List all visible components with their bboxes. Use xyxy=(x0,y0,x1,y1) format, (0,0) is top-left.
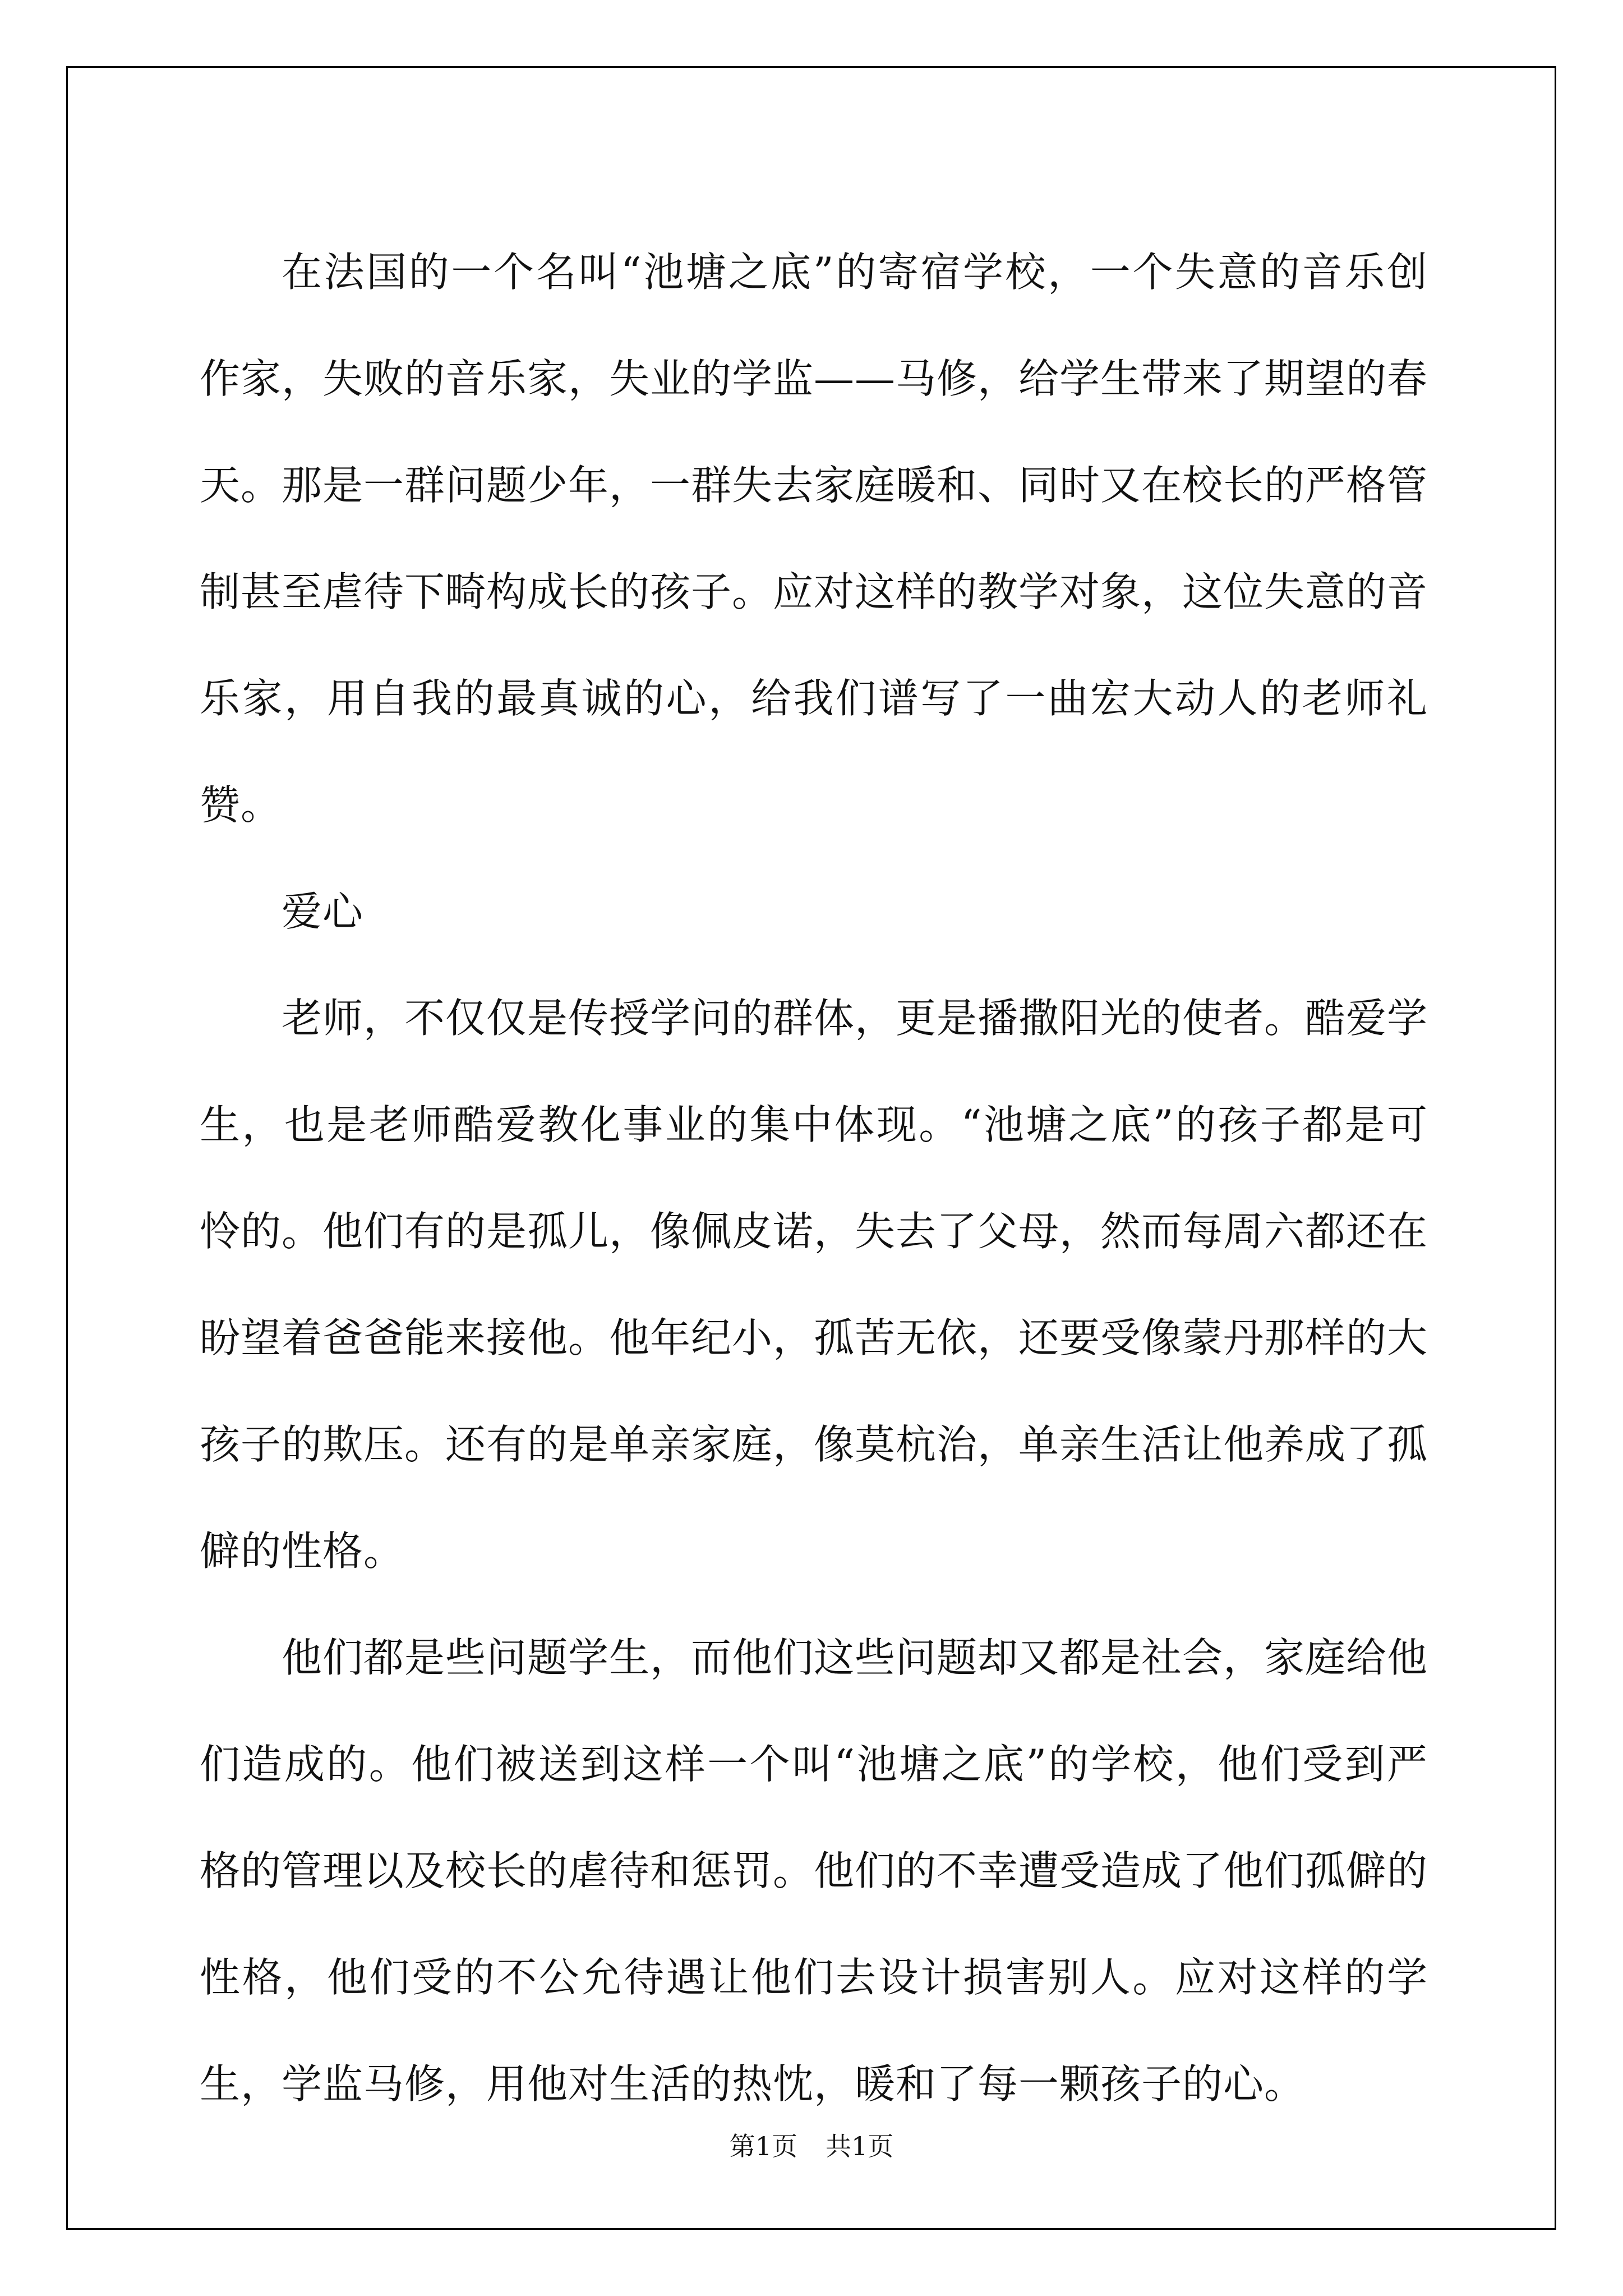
page-total: 共1页 xyxy=(826,2131,894,2161)
paragraph-teacher: 老师，不仅仅是传授学问的群体，更是播撒阳光的使者。酷爱学生，也是老师酷爱教化事业的集中体现。“池塘之底”的孩子都是可怜的。他们有的是孤儿，像佩皮诺，失去了父母，然而每周六都还在盼望着爸爸能来接他。他年纪小，孤苦无依，还要受像蒙丹那样的大孩子的欺压。还有的是单亲家庭，像莫杭治，单亲生活让他养成了孤僻的性格。 xyxy=(200,995,1428,1575)
section-heading-love: 爱心 xyxy=(282,888,364,935)
page-number: 第1页 xyxy=(729,2131,797,2161)
document-body xyxy=(200,219,1428,2137)
paragraph-students: 他们都是些问题学生，而他们这些问题却又都是社会，家庭给他们造成的。他们被送到这样一个叫“池塘之底”的学校，他们受到严格的管理以及校长的虐待和惩罚。他们的不幸遭受造成了他们孤僻的性格，他们受的不公允待遇让他们去设计损害别人。应对这样的学生，学监马修，用他对生活的热忱，暖和了每一颗孩子的心。 xyxy=(200,1634,1428,2108)
paragraph-intro: 在法国的一个名叫“池塘之底”的寄宿学校，一个失意的音乐创作家，失败的音乐家，失业的学监——马修，给学生带来了期望的春天。那是一群问题少年，一群失去家庭暖和、同时又在校长的严格管制甚至虐待下畸构成长的孩子。应对这样的教学对象，这位失意的音乐家，用自我的最真诚的心，给我们谱写了一曲宏大动人的老师礼赞。 xyxy=(200,249,1428,829)
page-footer xyxy=(0,2126,1623,2163)
